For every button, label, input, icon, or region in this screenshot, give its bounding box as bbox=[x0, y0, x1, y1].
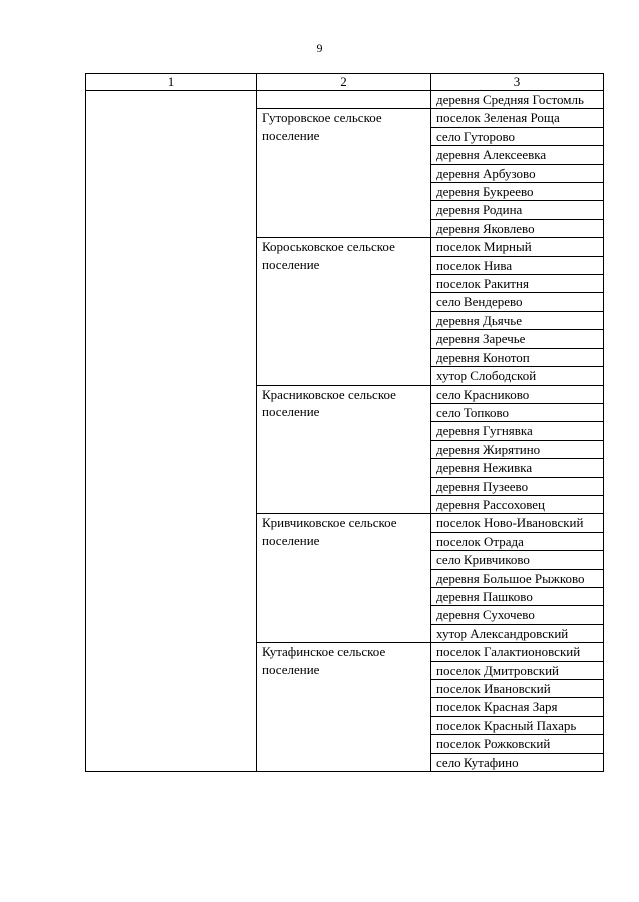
header-col-1: 1 bbox=[86, 74, 257, 91]
region-cell bbox=[86, 91, 257, 772]
settlement-cell: деревня Неживка bbox=[431, 459, 604, 477]
page-number: 9 bbox=[316, 41, 323, 55]
settlement-cell: хутор Александровский bbox=[431, 624, 604, 642]
settlement-cell: деревня Родина bbox=[431, 201, 604, 219]
settlement-cell: поселок Мирный bbox=[431, 238, 604, 256]
settlement-cell: село Топково bbox=[431, 403, 604, 421]
settlement-cell: деревня Жирятино bbox=[431, 440, 604, 458]
settlements-table bbox=[85, 73, 604, 772]
settlement-cell: деревня Дьячье bbox=[431, 311, 604, 329]
settlement-cell: деревня Алексеевка bbox=[431, 146, 604, 164]
settlement-cell: хутор Слободской bbox=[431, 367, 604, 385]
district-cell: Кривчиковское сельское поселение bbox=[257, 514, 431, 643]
header-col-3: 3 bbox=[431, 74, 604, 91]
settlement-cell: деревня Конотоп bbox=[431, 348, 604, 366]
settlement-cell: село Вендерево bbox=[431, 293, 604, 311]
settlement-cell: село Кутафино bbox=[431, 753, 604, 771]
settlement-cell: поселок Красная Заря bbox=[431, 698, 604, 716]
settlement-cell: деревня Пашково bbox=[431, 587, 604, 605]
settlement-cell: село Кривчиково bbox=[431, 551, 604, 569]
district-cell: Красниковское сельское поселение bbox=[257, 385, 431, 514]
district-cell: Кутафинское сельское поселение bbox=[257, 643, 431, 772]
district-cell bbox=[257, 91, 431, 109]
settlement-cell: деревня Яковлево bbox=[431, 219, 604, 237]
settlement-cell: поселок Ракитня bbox=[431, 275, 604, 293]
header-row bbox=[86, 74, 604, 91]
settlement-cell: село Гуторово bbox=[431, 127, 604, 145]
settlement-cell: село Красниково bbox=[431, 385, 604, 403]
settlement-cell: поселок Зеленая Роща bbox=[431, 109, 604, 127]
settlement-cell: поселок Нива bbox=[431, 256, 604, 274]
settlement-cell: поселок Красный Пахарь bbox=[431, 716, 604, 734]
settlement-cell: поселок Дмитровский bbox=[431, 661, 604, 679]
settlement-cell: деревня Большое Рыжково bbox=[431, 569, 604, 587]
settlement-cell: поселок Отрада bbox=[431, 532, 604, 550]
header-col-2: 2 bbox=[257, 74, 431, 91]
settlement-cell: деревня Заречье bbox=[431, 330, 604, 348]
settlement-cell: поселок Ивановский bbox=[431, 680, 604, 698]
settlement-cell: поселок Рожковский bbox=[431, 735, 604, 753]
settlement-cell: деревня Букреево bbox=[431, 183, 604, 201]
settlement-cell: деревня Арбузово bbox=[431, 164, 604, 182]
settlement-cell: поселок Ново-Ивановский bbox=[431, 514, 604, 532]
settlement-cell: деревня Пузеево bbox=[431, 477, 604, 495]
settlement-cell: деревня Средняя Гостомль bbox=[431, 91, 604, 109]
settlement-cell: поселок Галактионовский bbox=[431, 643, 604, 661]
settlement-cell: деревня Гугнявка bbox=[431, 422, 604, 440]
district-cell: Короськовское сельское поселение bbox=[257, 238, 431, 385]
table-row bbox=[86, 91, 604, 109]
district-cell: Гуторовское сельское поселение bbox=[257, 109, 431, 238]
settlement-cell: деревня Сухочево bbox=[431, 606, 604, 624]
table-body bbox=[86, 91, 604, 772]
settlement-cell: деревня Рассоховец bbox=[431, 495, 604, 513]
